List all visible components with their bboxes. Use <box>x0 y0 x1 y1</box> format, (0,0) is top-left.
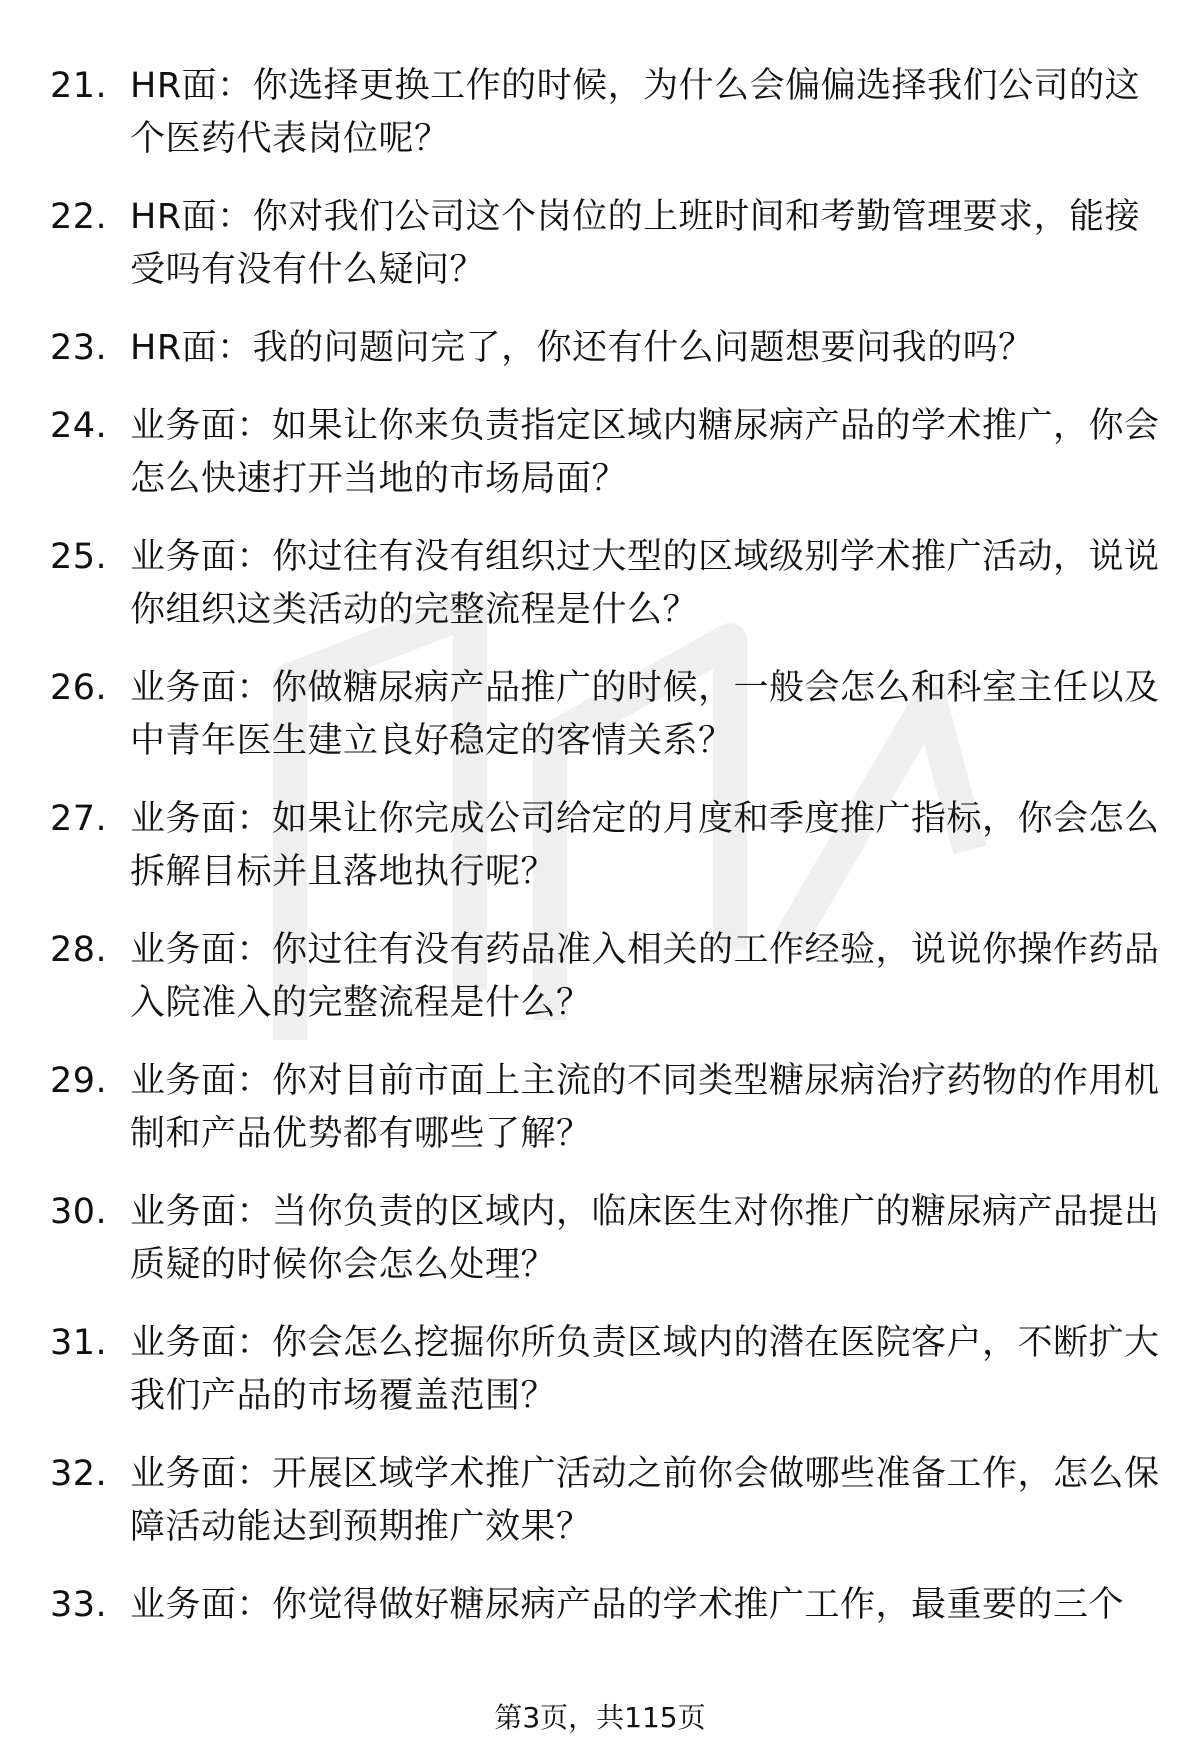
question-text: 业务面：你过往有没有药品准入相关的工作经验，说说你操作药品入院准入的完整流程是什么？ <box>130 930 1160 1023</box>
question-list <box>50 60 1160 1657</box>
question-text: 业务面：你会怎么挖掘你所负责区域内的潜在医院客户，不断扩大我们产品的市场覆盖范围？ <box>130 1323 1160 1416</box>
question-item <box>50 60 1160 166</box>
question-text: 业务面：你过往有没有组织过大型的区域级别学术推广活动，说说你组织这类活动的完整流程是什么？ <box>130 537 1160 630</box>
question-number: 23. <box>50 328 108 368</box>
question-item <box>50 191 1160 297</box>
question-item <box>50 1579 1160 1632</box>
question-item <box>50 400 1160 506</box>
question-item <box>50 1448 1160 1554</box>
question-item <box>50 1186 1160 1292</box>
question-item <box>50 531 1160 637</box>
question-number: 30. <box>50 1192 108 1232</box>
question-number: 32. <box>50 1454 108 1494</box>
question-number: 27. <box>50 799 108 839</box>
question-number: 25. <box>50 537 108 577</box>
question-number: 24. <box>50 406 108 446</box>
question-item <box>50 1055 1160 1161</box>
question-item <box>50 662 1160 768</box>
question-text: 业务面：当你负责的区域内，临床医生对你推广的糖尿病产品提出质疑的时候你会怎么处理？ <box>130 1192 1160 1285</box>
question-text: 业务面：你对目前市面上主流的不同类型糖尿病治疗药物的作用机制和产品优势都有哪些了解？ <box>130 1061 1160 1154</box>
question-text: 业务面：如果让你完成公司给定的月度和季度推广指标，你会怎么拆解目标并且落地执行呢？ <box>130 799 1160 892</box>
question-item <box>50 1317 1160 1423</box>
question-number: 33. <box>50 1585 108 1625</box>
question-text: 业务面：开展区域学术推广活动之前你会做哪些准备工作，怎么保障活动能达到预期推广效果？ <box>130 1454 1160 1547</box>
question-number: 31. <box>50 1323 108 1363</box>
question-number: 28. <box>50 930 108 970</box>
question-text: 业务面：你做糖尿病产品推广的时候，一般会怎么和科室主任以及中青年医生建立良好稳定的客情关系？ <box>130 668 1160 761</box>
question-item <box>50 793 1160 899</box>
question-text: HR面：你对我们公司这个岗位的上班时间和考勤管理要求，能接受吗有没有什么疑问？ <box>130 197 1141 290</box>
question-number: 29. <box>50 1061 108 1101</box>
question-number: 26. <box>50 668 108 708</box>
question-text: HR面：我的问题问完了，你还有什么问题想要问我的吗？ <box>130 328 1034 368</box>
question-text: 业务面：你觉得做好糖尿病产品的学术推广工作，最重要的三个 <box>130 1585 1125 1625</box>
question-number: 21. <box>50 66 108 106</box>
question-item <box>50 322 1160 375</box>
page-number-footer: 第3页，共115页 <box>494 1701 706 1734</box>
question-text: 业务面：如果让你来负责指定区域内糖尿病产品的学术推广，你会怎么快速打开当地的市场局面？ <box>130 406 1160 499</box>
question-item <box>50 924 1160 1030</box>
question-number: 22. <box>50 197 108 237</box>
question-text: HR面：你选择更换工作的时候，为什么会偏偏选择我们公司的这个医药代表岗位呢？ <box>130 66 1141 159</box>
